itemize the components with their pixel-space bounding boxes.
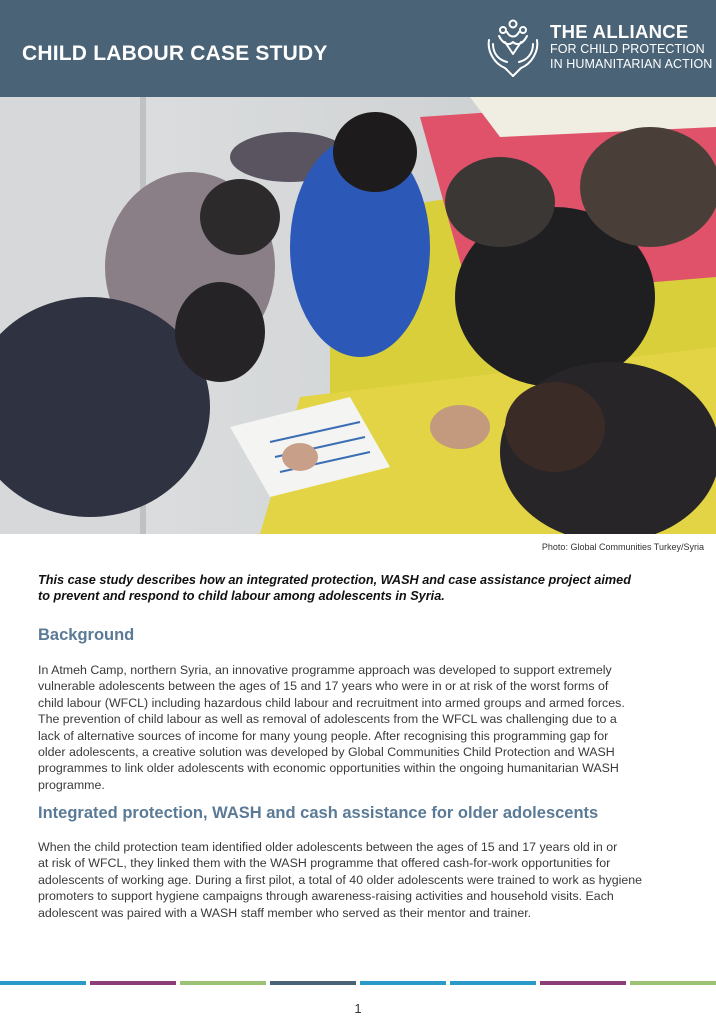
paragraph-line: at risk of WFCL, they linked them with the WASH programme that offered cash-for-work opportunities for: [38, 856, 611, 871]
intro-line: This case study describes how an integrated protection, WASH and case assistance project aimed: [38, 573, 631, 587]
footer-bar-segment: [90, 981, 176, 985]
org-name-line2: FOR CHILD PROTECTION: [550, 42, 705, 56]
intro-summary: [38, 572, 688, 604]
paragraph-line: promoters to support hygiene campaigns through awareness-raising activities and household visits. Each: [38, 889, 614, 904]
footer-bar-segment: [540, 981, 626, 985]
paragraph-line: adolescents of working age. During a first pilot, a total of 40 older adolescents were trained to work as hygiene: [38, 872, 643, 887]
paragraph-line: programmes to link older adolescents with economic opportunities within the ongoing humanitarian WASH: [38, 761, 619, 776]
paragraph-line: older adolescents, a creative solution was developed by Global Communities Child Protection and WASH: [38, 745, 615, 760]
photo-credit: Photo: Global Communities Turkey/Syria: [541, 542, 704, 552]
section-heading-integrated: Integrated protection, WASH and cash assistance for older adolescents: [38, 804, 599, 822]
footer-bar-segment: [630, 981, 716, 985]
paragraph-line: In Atmeh Camp, northern Syria, an innovative programme approach was developed to support extremely: [38, 663, 612, 677]
footer-bar-segment: [0, 981, 86, 985]
header-banner: [0, 0, 716, 97]
organization-name: [550, 22, 712, 72]
alliance-hands-people-icon: [485, 18, 541, 82]
background-paragraph: [38, 662, 688, 793]
paragraph-line: programme.: [38, 777, 105, 792]
paragraph-line: lack of alternative sources of income for many young people. After recognising this programming gap for: [38, 728, 609, 743]
hero-photo: [0, 97, 716, 534]
paragraph-line: child labour (WFCL) including hazardous child labour and recruitment into armed groups and armed forces.: [38, 695, 625, 710]
paragraph-line: vulnerable adolescents between the ages of 15 and 17 years who were in or at risk of the worst forms of: [38, 679, 609, 694]
footer-bar-segment: [450, 981, 536, 985]
footer-bar-segment: [360, 981, 446, 985]
paragraph-line: When the child protection team identified older adolescents between the ages of 15 and 17 years old in or: [38, 840, 618, 854]
paragraph-line: The prevention of child labour as well as removal of adolescents from the WFCL was challenging due to a: [38, 712, 617, 727]
footer-color-bar: [0, 981, 716, 985]
footer-bar-segment: [180, 981, 266, 985]
integrated-paragraph: [38, 839, 688, 921]
paragraph-line: adolescent was paired with a WASH staff member who served as their mentor and trainer.: [38, 905, 532, 920]
page-number: 1: [354, 1001, 362, 1016]
section-heading-background: Background: [38, 626, 135, 644]
org-name-line1: THE ALLIANCE: [550, 21, 689, 42]
document-title: CHILD LABOUR CASE STUDY: [22, 42, 328, 65]
intro-line: to prevent and respond to child labour among adolescents in Syria.: [38, 589, 445, 603]
org-name-line3: IN HUMANITARIAN ACTION: [550, 57, 713, 71]
footer-bar-segment: [270, 981, 356, 985]
